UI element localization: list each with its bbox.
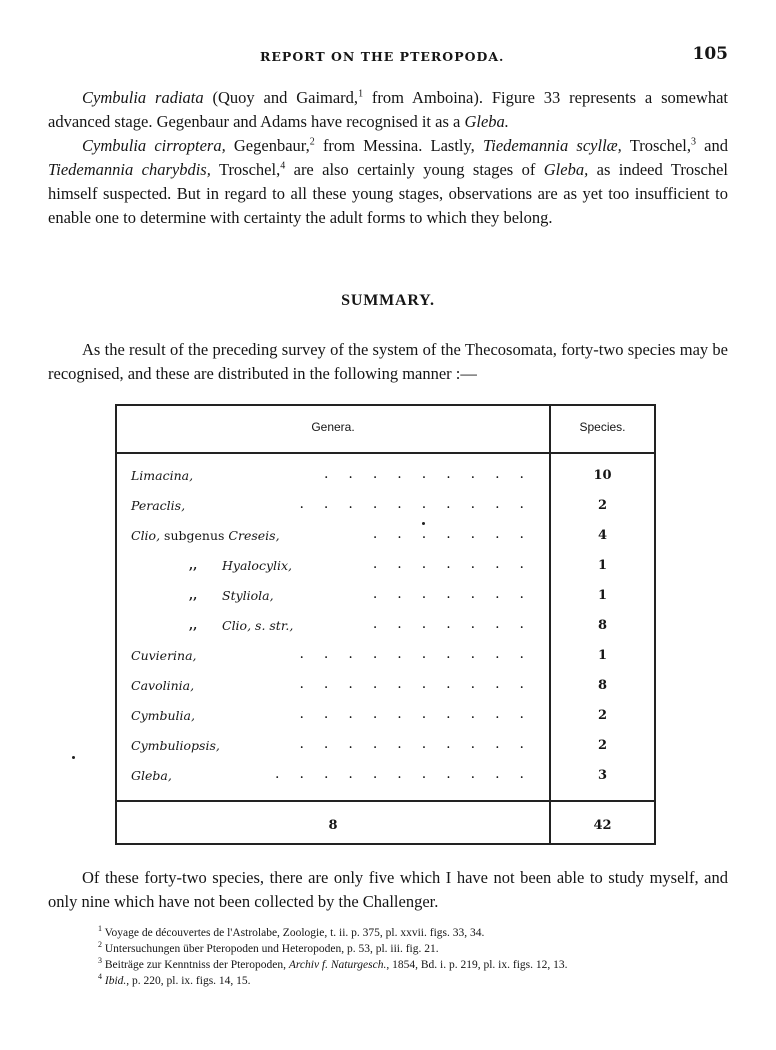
footnotes	[98, 925, 718, 989]
species-count: 10	[593, 468, 612, 483]
genera-table	[115, 404, 656, 845]
footnote: $^2$ Untersuchungen über Pteropoden und Heteropoden, p. 53, pl. iii. fig. 21.	[98, 940, 439, 955]
total-genera: 8	[328, 818, 338, 833]
leader-dots: .......	[372, 526, 544, 542]
column-header-species: Species.	[579, 420, 626, 434]
table-header-rule	[117, 452, 654, 454]
footnote: $^3$ Beiträge zur Kenntniss der Pteropoden, Archiv f. Naturgesch., 1854, Bd. i. p. 219, pl. ix. figs. 12, 13.	[98, 956, 568, 971]
table-row	[117, 766, 654, 788]
print-speck	[72, 756, 75, 759]
table-row	[117, 526, 654, 548]
species-count: 2	[597, 498, 608, 513]
leader-dots: ..........	[299, 676, 544, 692]
table-row	[117, 586, 654, 608]
running-head	[40, 44, 730, 68]
table-row	[117, 676, 654, 698]
table-row	[117, 706, 654, 728]
genus-name: Styliola,	[222, 588, 274, 603]
print-speck	[422, 522, 425, 525]
closing-paragraph: Of these forty-two species, there are only five which I have not been able to study myself, and only nine which have not been collected by the Challenger.	[48, 868, 728, 911]
species-count: 2	[597, 738, 608, 753]
table-row	[117, 736, 654, 758]
page-number: 105	[692, 44, 728, 64]
leader-dots: ..........	[299, 736, 544, 752]
summary-intro: As the result of the preceding survey of the system of the Thecosomata, forty-two species may be recognised, and these are distributed in the following manner :—	[48, 340, 728, 383]
leader-dots: ..........	[299, 646, 544, 662]
genus-name: Gleba,	[131, 768, 172, 783]
leader-dots: .......	[372, 556, 544, 572]
species-count: 2	[597, 708, 608, 723]
total-species: 42	[593, 818, 612, 833]
genus-name: Cavolinia,	[131, 678, 195, 693]
species-count: 1	[597, 648, 608, 663]
species-count: 3	[597, 768, 608, 783]
table-row	[117, 556, 654, 578]
leader-dots: ...........	[275, 766, 544, 782]
genus-name: Clio, s. str.,	[222, 618, 294, 633]
species-count: 1	[597, 588, 608, 603]
leader-dots: .........	[323, 466, 544, 482]
table-row	[117, 496, 654, 518]
footnote: $^1$ Voyage de découvertes de l'Astrolabe, Zoologie, t. ii. p. 375, pl. xxvii. figs. 33, 34.	[98, 924, 485, 939]
genus-name: Limacina,	[131, 468, 194, 483]
genus-name: Cymbulia,	[131, 708, 195, 723]
species-count: 8	[597, 618, 608, 633]
ditto-mark: ,,	[189, 558, 198, 572]
table-row	[117, 466, 654, 488]
running-title: REPORT ON THE PTEROPODA.	[260, 49, 505, 64]
species-count: 4	[597, 528, 608, 543]
table-total-rule	[117, 800, 654, 802]
species-count: 1	[597, 558, 608, 573]
table-row	[117, 616, 654, 638]
leader-dots: ..........	[299, 496, 544, 512]
ditto-mark: ,,	[189, 618, 198, 632]
leader-dots: .......	[372, 616, 544, 632]
species-count: 8	[597, 678, 608, 693]
ditto-mark: ,,	[189, 588, 198, 602]
leader-dots: ..........	[299, 706, 544, 722]
leader-dots: .......	[372, 586, 544, 602]
table-row	[117, 646, 654, 668]
genus-name: Cymbuliopsis,	[131, 738, 220, 753]
genus-name: Peraclis,	[131, 498, 186, 513]
column-header-genera: Genera.	[311, 420, 355, 434]
footnote: $^4$ Ibid., p. 220, pl. ix. figs. 14, 15.	[98, 972, 251, 987]
summary-heading: SUMMARY.	[341, 292, 435, 309]
paragraph-cymbulia: Cymbulia radiata (Quoy and Gaimard,$^1$ from Amboina). Figure 33 represents a somewhat advanced stage. Gegenbaur and Adams have recognised it as a Gleba. Cymbulia cirroptera, Gegenbaur,$^2$ from Messina. Lastly, Tiedemannia scyllæ, Troschel,$^3$ and Tiedemannia charybdis, Troschel,$^4$ are also certainly young stages of Gleba, as indeed Troschel himself suspected. But in regard to all these young stages, observations are as yet too insufficient to enable one to determine with certainty the adult forms to which they belong.	[48, 88, 728, 227]
genus-name: Clio, subgenus Creseis,	[131, 528, 280, 543]
genus-name: Hyalocylix,	[222, 558, 293, 573]
genus-name: Cuvierina,	[131, 648, 197, 663]
